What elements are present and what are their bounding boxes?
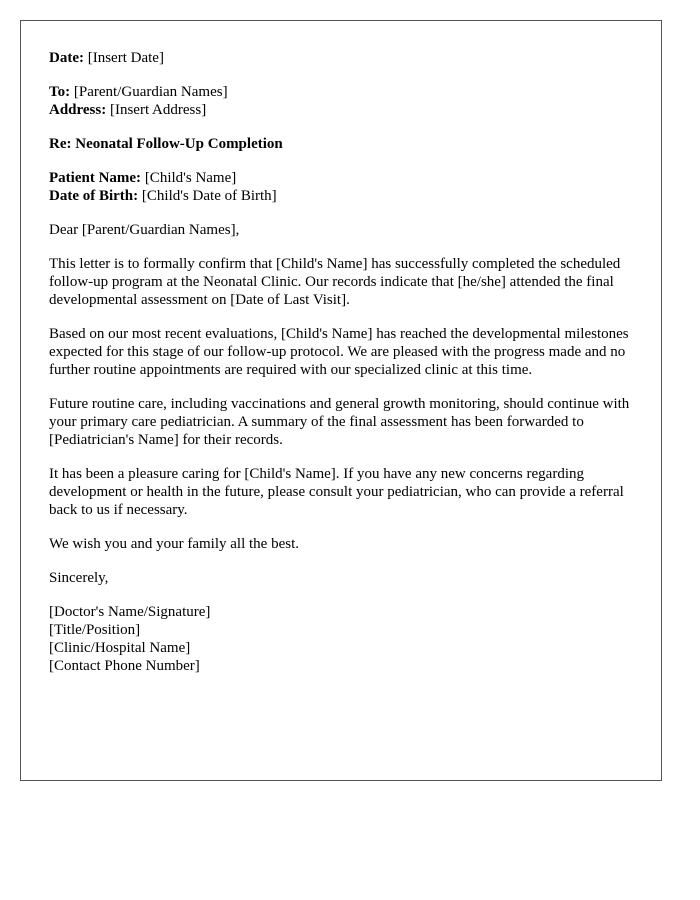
date-line [49,49,634,67]
subject-line [49,135,634,153]
closing: Sincerely, [49,570,109,586]
patient-value: [Child's Name] [144,170,237,186]
date-label: Date: [49,50,84,66]
body-paragraph: We wish you and your family all the best. [49,536,299,552]
contact-phone: [Contact Phone Number] [49,658,200,674]
signature-block [49,603,634,675]
body-paragraph: Future routine care, including vaccinations and general growth monitoring, should continue with your primary care pediatrician. A summary of the final assessment has been forwarded to [Pediatrician's Name] for their records. [49,396,630,448]
letter [20,20,662,781]
patient-label: Patient Name: [49,170,142,186]
body-paragraph: Based on our most recent evaluations, [Child's Name] has reached the developmental milestones expected for this stage of our follow-up protocol. We are pleased with the progress made and no further routine appointments are required with our specialized clinic at this time. [49,326,629,378]
body-paragraph: It has been a pleasure caring for [Child's Name]. If you have any new concerns regarding development or health in the future, please consult your pediatrician, who can provide a referral back to us if necessary. [49,466,624,518]
doctor-name: [Doctor's Name/Signature] [49,604,211,620]
doctor-title: [Title/Position] [49,622,141,638]
patient-block [49,169,634,205]
date-value: [Insert Date] [87,50,164,66]
address-label: Address: [49,102,107,118]
clinic-name: [Clinic/Hospital Name] [49,640,191,656]
to-label: To: [49,84,71,100]
to-value: [Parent/Guardian Names] [73,84,228,100]
dob-label: Date of Birth: [49,188,139,204]
dob-value: [Child's Date of Birth] [141,188,277,204]
address-value: [Insert Address] [109,102,207,118]
subject: Re: Neonatal Follow-Up Completion [49,136,283,152]
body-paragraph: This letter is to formally confirm that [Child's Name] has successfully completed the scheduled follow-up program at the Neonatal Clinic. Our records indicate that [he/she] attended the final developmental assessment on [Date of Last Visit]. [49,256,621,308]
recipient-block [49,83,634,119]
salutation: Dear [Parent/Guardian Names], [49,222,240,238]
